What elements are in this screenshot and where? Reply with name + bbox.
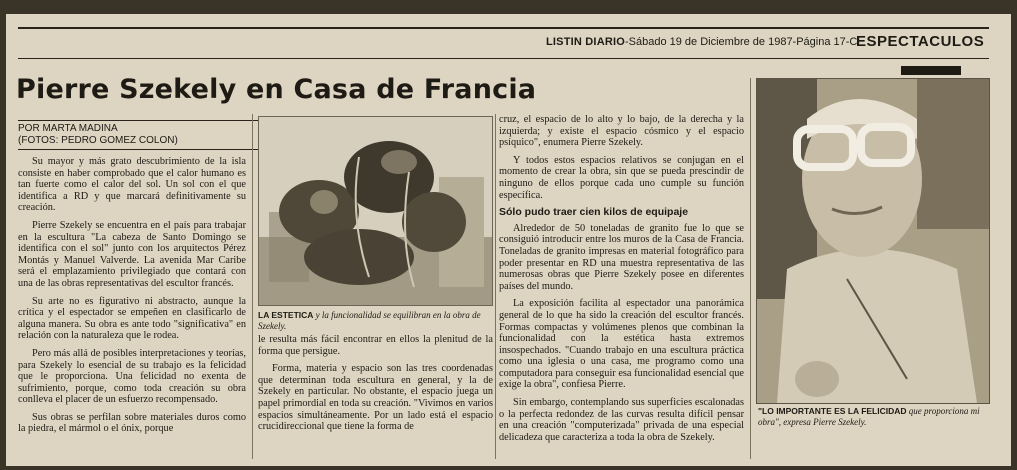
caption-lead: "LO IMPORTANTE ES LA FELICIDAD (758, 406, 907, 416)
top-rule (18, 27, 989, 29)
date-page: -Sábado 19 de Diciembre de 1987-Página 17-C (625, 36, 858, 48)
article-column-1 (18, 156, 246, 456)
portrait-caption (758, 406, 993, 427)
section-bar (901, 66, 961, 75)
article-column-2 (258, 334, 493, 464)
paragraph: La exposición facilita al espectador una panorámica general de lo que ha sido la creación del escultor francés. Formas compactas y volúmenes plenos que combinan la funcionalidad con la estética hasta extremos insospechados. "Cuando trabajo en una escultura práctica como una iglesia o una casa, me programo como una computadora para conseguir esa funcionalidad esencial que exige la obra", confiesa Pierre. (499, 298, 744, 391)
paragraph: cruz, el espacio de lo alto y lo bajo, de la derecha y la izquierda; y existe el espacio cósmico y el espacio psíquico", enumera Pierre Szekely. (499, 114, 744, 149)
paragraph: Pierre Szekely se encuentra en el país para trabajar en la escultura "La cabeza de Santo Domingo se identifica con el sol" junto con los arquitectos Pérez Montás y Manuel Valverde. La avenida Mar Caribe será el emplazamiento privilegiado que contará con una de las obras representativas del escultor francés. (18, 219, 246, 289)
subheading: Sólo pudo traer cien kilos de equipaje (499, 206, 689, 219)
article-column-3 (499, 114, 744, 464)
photo-credit: (FOTOS: PEDRO GOMEZ COLON) (18, 135, 178, 146)
byline-block (18, 118, 258, 152)
paragraph: Forma, materia y espacio son las tres coordenadas que determinan toda escultura en general, y la de Szekely en particular. No obstante, el espacio juega un papel primordial en toda su creación. "Vivimos en varios espacios simultáneamente. Por un lado está el espacio crucidireccional que tiene la forma de (258, 363, 493, 433)
sculpture-image (259, 117, 492, 305)
caption-lead: LA ESTETICA (258, 310, 314, 320)
paragraph: Su mayor y más grato descubrimiento de la isla consiste en haber comprobado que el calor humano es tan fuerte como el calor del sol. Un sol con el que identifica a RD y que marcará definitivamente su creación. (18, 156, 246, 214)
masthead (546, 36, 857, 48)
sculpture-photo (258, 116, 493, 306)
column-divider (252, 114, 253, 459)
paragraph: le resulta más fácil encontrar en ellos la plenitud de la forma que persigue. (258, 334, 493, 357)
portrait-photo (756, 78, 990, 404)
newspaper-page (6, 14, 1011, 466)
column-divider (495, 114, 496, 459)
sculpture-caption (258, 310, 494, 331)
paragraph: Pero más allá de posibles interpretaciones y teorías, para Szekely lo esencial de su trabajo es la felicidad que le proporciona. Una felicidad no exenta de sufrimiento, porque, como toda creación su obra conlleva el placer de un esfuerzo recompensado. (18, 347, 246, 406)
paragraph: Sin embargo, contemplando sus superficies escalonadas o la perfecta redondez de las curvas resulta difícil pensar en una creación "computerizada" privada de una especial delicadeza que caracteriza a toda la obra de Szekely. (499, 397, 744, 443)
paragraph: Su arte no es figurativo ni abstracto, aunque la crítica y el espectador se empeñen en clasificarlo de alguna manera. Su obra es ante todo "significativa" en relación con la naturaleza que le rodea. (18, 295, 246, 342)
masthead-rule (18, 58, 989, 59)
paragraph: Y todos estos espacios relativos se conjugan en el momento de crear la obra, sin que se pueda prescindir de ninguno de ellos porque cada uno cumple su función específica. (499, 154, 744, 201)
caption-text: y la funcionalidad se equilibran en la obra de Szekely. (258, 310, 481, 331)
newspaper-name: LISTIN DIARIO (546, 36, 625, 48)
portrait-image (757, 79, 989, 403)
article-headline: Pierre Szekely en Casa de Francia (16, 74, 537, 105)
column-divider (750, 78, 751, 459)
paragraph: Alrededor de 50 toneladas de granito fue lo que se consiguió introducir entre los muros de la Casa de Francia. Toneladas de granito impresas en material fotográfico para poder presentar en RD una muestra representativa de las numerosas obras que Pierre Szekely posee en diferentes países del mundo. (499, 222, 744, 292)
caption-text: que proporciona mi obra", expresa Pierre Szekely. (758, 406, 980, 427)
paragraph: Sus obras se perfilan sobre materiales duros como la piedra, el mármol o el ónix, porque (18, 411, 246, 435)
section-title: ESPECTACULOS (856, 33, 985, 50)
byline: POR MARTA MADINA (18, 123, 118, 134)
